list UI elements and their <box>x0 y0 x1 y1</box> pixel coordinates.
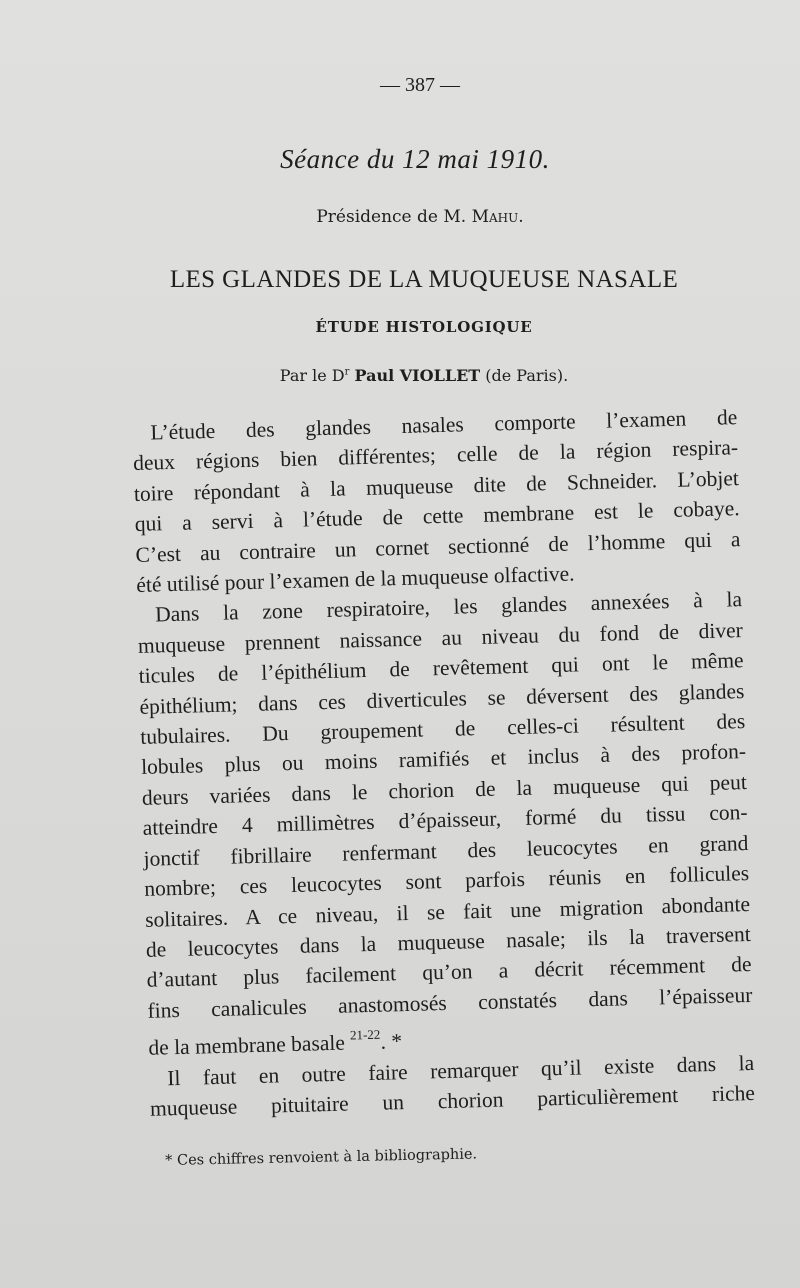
text-line: muqueuse pituitaire un chorion particulièrement riche <box>149 1080 756 1121</box>
byline-prefix: Par le D <box>279 366 345 385</box>
text-line: Dans la zone respiratoire, les glandes annexées à la <box>154 587 743 627</box>
text-line: épithélium; dans ces diverticules se déversent des glandes <box>139 678 745 719</box>
text-line: L’étude des glandes nasales comporte l’examen de <box>150 405 738 445</box>
article-body <box>132 402 755 1124</box>
text-line: muqueuse prennent naissance au niveau du fond de diver <box>137 617 744 658</box>
article-subtitle: ÉTUDE HISTOLOGIQUE <box>315 318 533 336</box>
text-line: solitaires. A ce niveau, il se fait une migration abondante <box>144 891 751 932</box>
president-name: Mahu. <box>471 207 524 227</box>
footnote-marker: . * <box>380 1029 403 1054</box>
text-line: Il faut en outre faire remarquer qu’il existe dans la <box>166 1050 755 1090</box>
byline-suffix: (de Paris). <box>485 366 569 385</box>
session-title: Séance du 12 mai 1910. <box>280 144 550 174</box>
text-line: toire répondant à la muqueuse dite de Schneider. L’objet <box>133 465 740 506</box>
text-line: lobules plus ou moins ramifiés et inclus à des profon- <box>140 739 747 780</box>
byline <box>0 366 800 385</box>
page-number: — 387 — <box>380 74 460 96</box>
text-line: qui a servi à l’étude de cette membrane est le cobaye. <box>134 496 740 537</box>
text-line: ticules de l’épithélium de revêtement qui ont le même <box>138 648 744 689</box>
text-line: nombre; ces leucocytes sont parfois réunis en follicules <box>144 861 750 901</box>
footnote: * Ces chiffres renvoient à la bibliographie. <box>165 1146 478 1169</box>
text-line: tubulaires. Du groupement de celles-ci résultent des <box>140 709 746 749</box>
reference-superscript: 21-22 <box>349 1026 381 1043</box>
text-line: deux régions bien différentes; celle de la région respira- <box>132 435 739 476</box>
text-fragment: de la membrane basale <box>148 1030 346 1060</box>
article-title: LES GLANDES DE LA MUQUEUSE NASALE <box>169 266 679 293</box>
text-line: fins canalicules anastomosés constatés dans l’épaisseur <box>147 982 753 1023</box>
text-line: été utilisé pour l’examen de la muqueuse olfactive. <box>136 561 575 597</box>
byline-prefix-sup: r <box>344 366 350 378</box>
author-name: Paul VIOLLET <box>354 366 481 385</box>
text-line: C’est au contraire un cornet sectionné de l’homme qui a <box>135 526 741 567</box>
presidence-line <box>0 207 800 227</box>
text-line: jonctif fibrillaire renfermant des leucocytes en grand <box>143 830 749 871</box>
text-line: d’autant plus facilement qu’on a décrit récemment de <box>146 952 752 993</box>
text-line: deurs variées dans le chorion de la muqueuse qui peut <box>141 769 748 810</box>
text-line: de leucocytes dans la muqueuse nasale; ils la traversent <box>145 921 752 962</box>
presidence-prefix: Présidence de M. <box>316 207 467 227</box>
text-line: atteindre 4 millimètres d’épaisseur, formé du tissu con- <box>142 800 748 841</box>
